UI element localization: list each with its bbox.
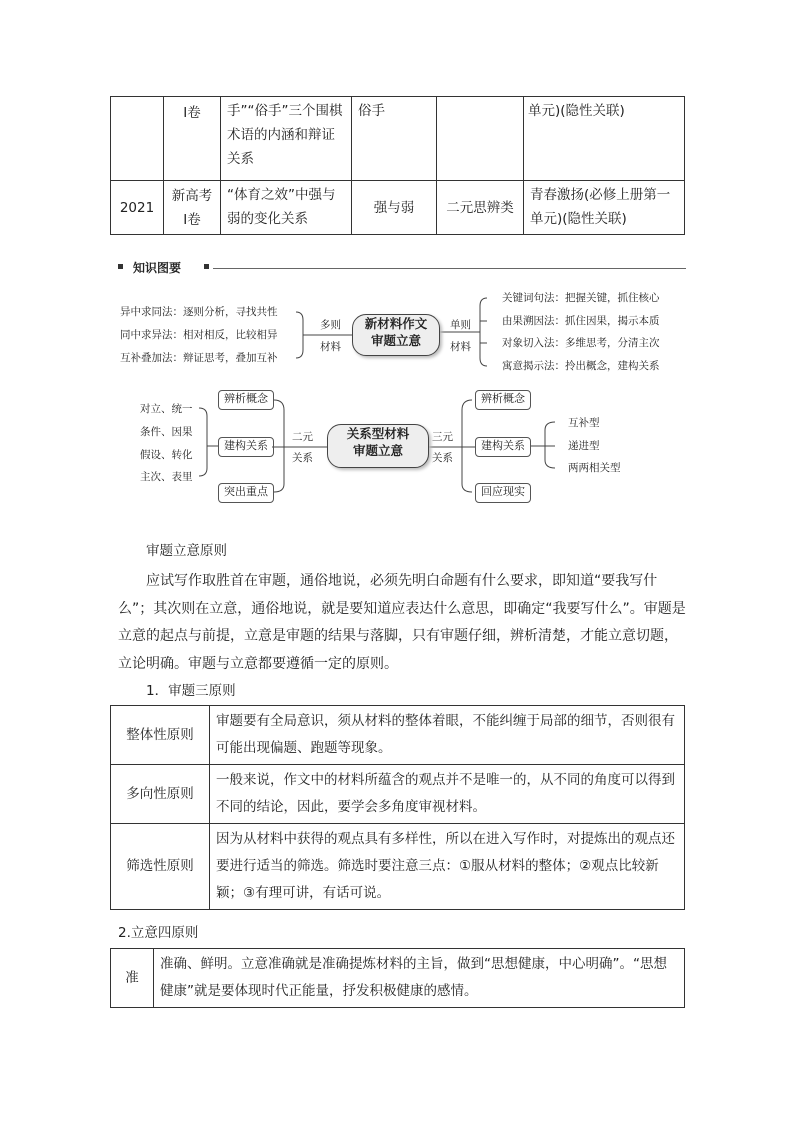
relation-item: 假设、转化	[140, 449, 193, 461]
relation-type-item: 递进型	[568, 440, 600, 452]
principle-desc: 一般来说，作文中的材料所蕴含的观点并不是唯一的，从不同的角度可以得到不同的结论，因此，要学会多角度审视材料。	[210, 765, 685, 824]
principle-desc: 审题要有全局意识，须从材料的整体着眼，不能纠缠于局部的细节，否则很有可能出现偏题、跑题等现象。	[210, 706, 685, 765]
principle-name: 多向性原则	[111, 765, 210, 824]
concept-box: 回应现实	[475, 483, 531, 503]
principle-desc: 因为从材料中获得的观点具有多样性，所以在进入写作时，对提炼出的观点还要进行适当的筛选。筛选时要注意三点：①服从材料的整体；②观点比较新颖；③有理可讲，有话可说。	[210, 824, 685, 910]
center-node-new-material	[352, 314, 440, 356]
link-cell: 青春激扬(必修上册第一单元)(隐性关联)	[524, 181, 685, 235]
method-item: 互补叠加法：辩证思考，叠加互补	[120, 352, 278, 364]
method-item: 异中求同法：逐则分析，寻找共性	[120, 306, 278, 318]
concept-box: 辨析概念	[475, 390, 531, 410]
intro-paragraph: 应试写作取胜首在审题，通俗地说，必须先明白命题有什么要求，即知道“要我写什么”；其次则在立意，通俗地说，就是要知道应表达什么意思，即确定“我要写什么”。审题是立意的起点与前提，立意是审题的结果与落脚，只有审题仔细，辨析清楚，才能立意切题，立论明确。审题与立意都要遵循一定的原则。	[118, 573, 686, 672]
branch-label: 关系	[292, 452, 313, 464]
center-node-relation-material	[327, 424, 429, 468]
relation-type-item: 两两相关型	[568, 462, 621, 474]
exam-cell: 新高考Ⅰ卷	[164, 181, 221, 235]
principle-desc: 准确、鲜明。立意准确就是准确提炼材料的主旨，做到“思想健康，中心明确”。“思想健康”就是要体现时代正能量，抒发积极健康的感情。	[154, 949, 685, 1008]
center-node-line: 审题立意	[370, 333, 421, 348]
section-title: 知识图要	[133, 261, 182, 275]
method-item: 由果溯因法：抓住因果，揭示本质	[502, 315, 660, 327]
center-node-line: 新材料作文	[364, 316, 428, 331]
method-item: 同中求异法：相对相反，比较相异	[120, 329, 278, 341]
principles-heading: 审题立意原则	[146, 543, 227, 559]
center-node-line: 审题立意	[352, 443, 403, 458]
method-item: 对象切入法：多维思考，分清主次	[502, 337, 660, 349]
branch-label: 二元	[292, 431, 313, 443]
core-cell: 俗手	[352, 97, 437, 181]
exam-cell: Ⅰ卷	[164, 97, 221, 181]
principle-name: 筛选性原则	[111, 824, 210, 910]
concept-box: 建构关系	[475, 437, 531, 457]
core-cell: 强与弱	[352, 181, 437, 235]
knowledge-mindmap	[0, 0, 794, 530]
principle-name: 整体性原则	[111, 706, 210, 765]
three-principles-table	[110, 705, 685, 910]
subheading-three-principles: 1．审题三原则	[146, 683, 236, 699]
relation-item: 对立、统一	[140, 403, 193, 415]
type-cell: 二元思辨类	[437, 181, 524, 235]
branch-label: 三元	[432, 431, 453, 443]
relation-item: 条件、因果	[140, 426, 193, 438]
concept-box: 建构关系	[218, 437, 274, 457]
branch-label: 材料	[450, 341, 471, 353]
concept-box: 突出重点	[218, 483, 274, 503]
branch-label: 多则	[320, 319, 341, 331]
branch-label: 材料	[320, 341, 341, 353]
link-cell: 单元)(隐性关联)	[524, 97, 685, 181]
year-cell: 2021	[111, 181, 164, 235]
table-row	[111, 706, 685, 765]
relation-item: 主次、表里	[140, 471, 193, 483]
four-principles-table	[110, 948, 685, 1008]
table-row	[111, 765, 685, 824]
topic-cell: “体育之效”中强与弱的变化关系	[221, 181, 352, 235]
branch-label: 关系	[432, 452, 453, 464]
center-node-line: 关系型材料	[346, 426, 410, 441]
relation-type-item: 互补型	[568, 417, 600, 429]
concept-box: 辨析概念	[218, 390, 274, 410]
principle-name: 准	[111, 949, 154, 1008]
topic-cell: 手”“俗手”三个围棋术语的内涵和辩证关系	[221, 97, 352, 181]
table-row	[111, 949, 685, 1008]
method-item: 关键词句法：把握关键，抓住核心	[502, 292, 660, 304]
method-item: 寓意揭示法：拎出概念，建构关系	[502, 360, 660, 372]
subheading-four-principles: 2.立意四原则	[118, 925, 199, 941]
branch-label: 单则	[450, 319, 471, 331]
table-row	[111, 824, 685, 910]
